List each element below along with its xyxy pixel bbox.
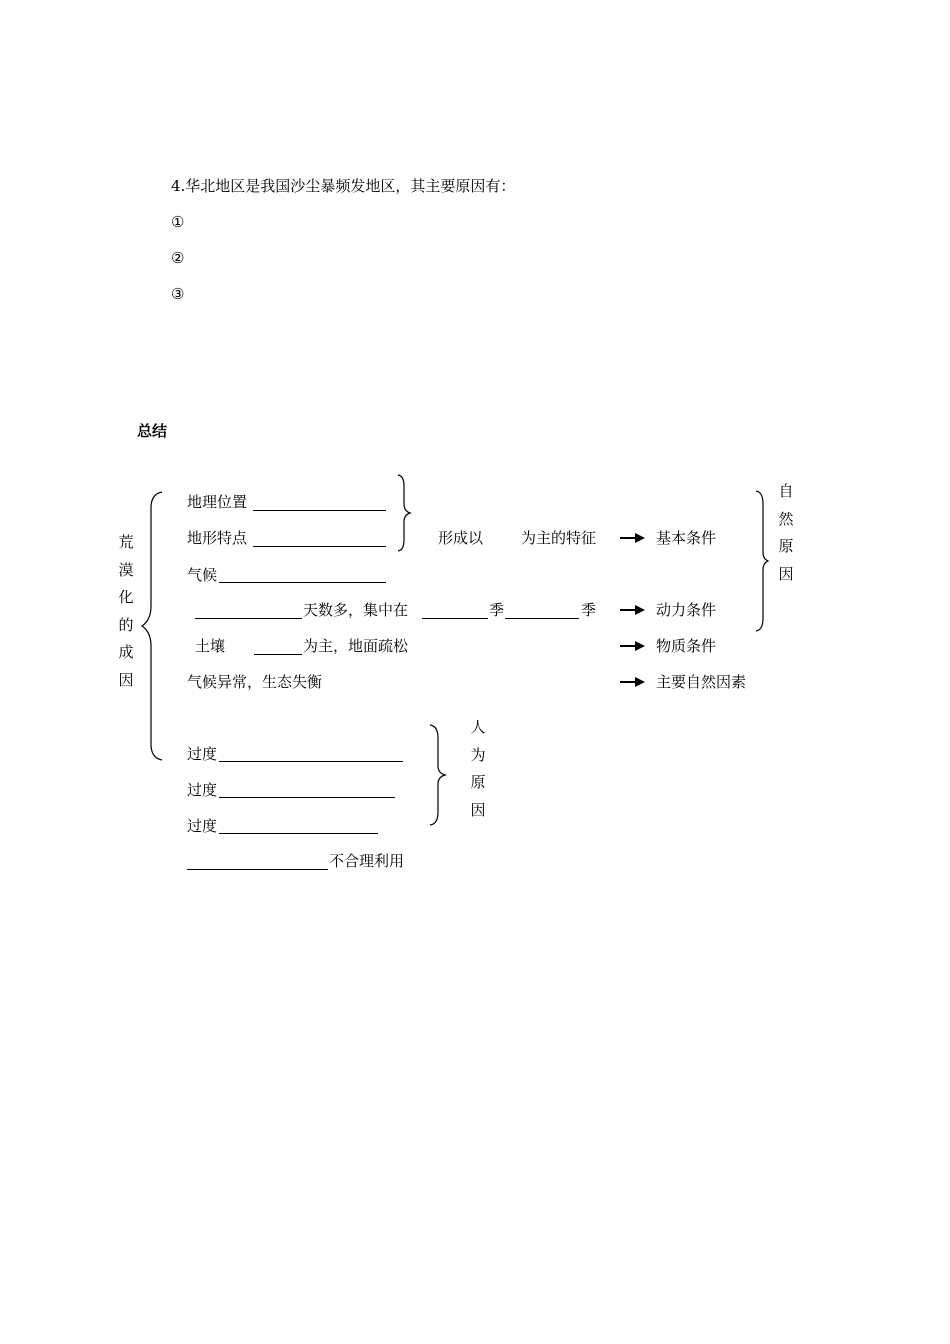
misuse-blank[interactable] (187, 869, 328, 870)
arrow-basic-icon (620, 532, 646, 544)
terrain-label: 地形特点 (187, 529, 248, 547)
human-reason-brace (428, 724, 448, 826)
basic-condition-label: 基本条件 (656, 529, 717, 547)
material-condition-label: 物质条件 (656, 637, 717, 655)
overuse3-blank[interactable] (219, 833, 378, 834)
soil-blank[interactable] (254, 654, 302, 655)
question-text: 4.华北地区是我国沙尘暴频发地区，其主要原因有： (171, 177, 516, 195)
arrow-material-icon (620, 640, 646, 652)
geo-position-blank[interactable] (253, 510, 386, 511)
arrow-dynamic-icon (620, 604, 646, 616)
natural-reason-brace (754, 490, 770, 632)
summary-heading: 总结 (137, 422, 168, 440)
main-natural-factor-label: 主要自然因素 (656, 673, 747, 691)
form-with-label: 形成以 (438, 529, 484, 547)
overuse2-label: 过度 (187, 781, 218, 799)
season1-blank[interactable] (422, 618, 488, 619)
dynamic-condition-label: 动力条件 (656, 601, 717, 619)
soil-label: 土壤 (195, 637, 226, 655)
geo-position-label: 地理位置 (187, 493, 248, 511)
main-feature-label: 为主的特征 (521, 529, 597, 547)
misuse-label: 不合理利用 (329, 852, 405, 870)
answer-item-2: ② (171, 249, 185, 267)
season2-label: 季 (581, 601, 597, 619)
season2-blank[interactable] (505, 618, 579, 619)
left-brace (138, 490, 164, 762)
overuse1-blank[interactable] (219, 761, 403, 762)
terrain-blank[interactable] (253, 546, 386, 547)
human-reason-label: 人为原因 (470, 718, 486, 819)
days-blank[interactable] (195, 618, 302, 619)
climate-blank[interactable] (219, 582, 386, 583)
natural-reason-label: 自然原因 (778, 482, 794, 583)
overuse1-label: 过度 (187, 745, 218, 763)
soil-main-label: 为主，地面疏松 (303, 637, 409, 655)
arrow-main-natural-icon (620, 676, 646, 688)
left-vertical-label: 荒漠化的成因 (118, 533, 134, 689)
days-many-label: 天数多，集中在 (303, 601, 409, 619)
climate-label: 气候 (187, 566, 218, 584)
abnormal-climate-label: 气候异常，生态失衡 (187, 673, 323, 691)
answer-item-1: ① (171, 213, 185, 231)
overuse3-label: 过度 (187, 817, 218, 835)
answer-item-3: ③ (171, 285, 185, 303)
overuse2-blank[interactable] (219, 797, 395, 798)
geo-terrain-brace (396, 474, 412, 552)
season1-label: 季 (489, 601, 505, 619)
